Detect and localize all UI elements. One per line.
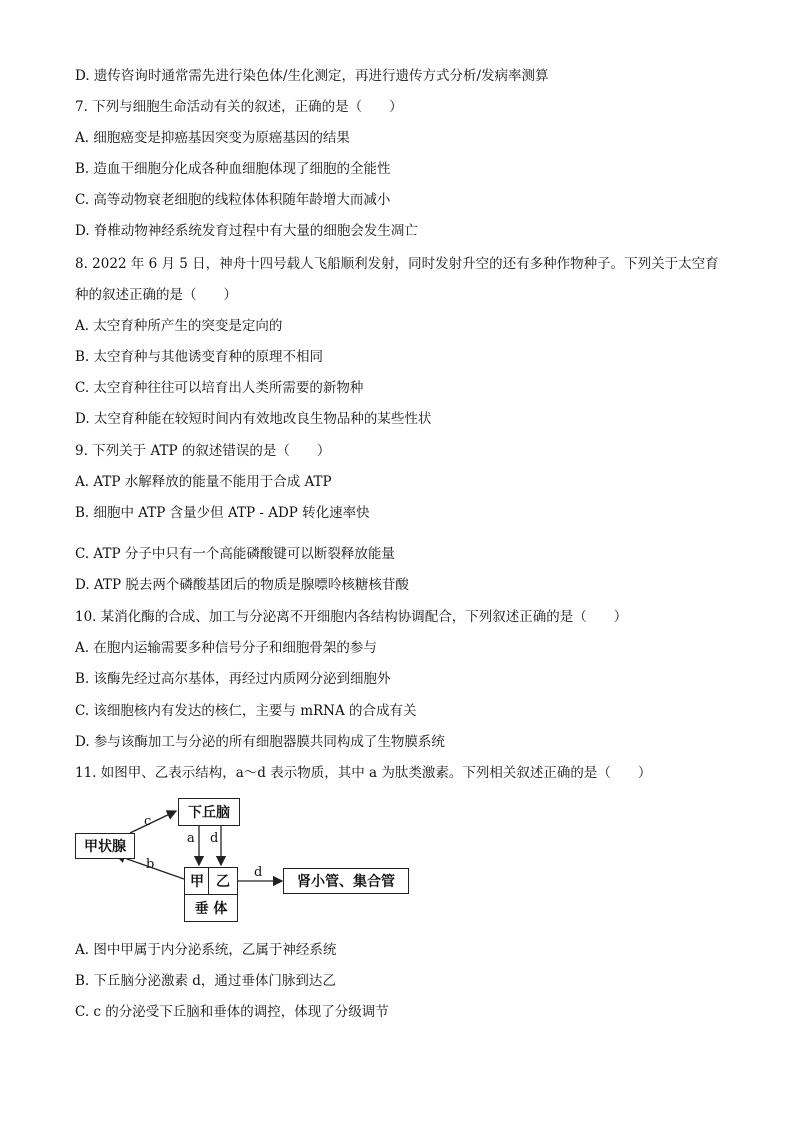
question-8-stem-cont: 种的叙述正确的是（ ）	[75, 287, 237, 303]
option-line: C. 高等动物衰老细胞的线粒体体积随年龄增大而减小	[75, 192, 391, 208]
pituitary-box: 垂 体	[184, 894, 238, 922]
option-line: B. 造血干细胞分化成各种血细胞体现了细胞的全能性	[75, 161, 391, 177]
arrow-c	[130, 811, 176, 833]
option-line: A. 太空育种所产生的突变是定向的	[75, 318, 283, 334]
question-7-stem: 7. 下列与细胞生命活动有关的叙述，正确的是（ ）	[75, 99, 403, 115]
endocrine-diagram	[70, 795, 420, 925]
text-line: D. 遗传咨询时通常需先进行染色体/生化测定，再进行遗传方式分析/发病率测算	[75, 68, 549, 84]
option-line: A. 细胞癌变是抑癌基因突变为原癌基因的结果	[75, 130, 350, 146]
option-line: A. ATP 水解释放的能量不能用于合成 ATP	[75, 474, 332, 490]
question-11-stem: 11. 如图甲、乙表示结构，a～d 表示物质，其中 a 为肽类激素。下列相关叙述正确的是（ ）	[75, 765, 652, 781]
option-line: D. ATP 脱去两个磷酸基团后的物质是腺嘌呤核糖核苷酸	[75, 577, 409, 593]
option-line: A. 在胞内运输需要多种信号分子和细胞骨架的参与	[75, 640, 377, 656]
label-c: c	[144, 814, 152, 829]
option-line: C. 太空育种往往可以培育出人类所需要的新物种	[75, 380, 364, 396]
label-b: b	[146, 857, 155, 872]
question-8-stem: 8. 2022 年 6 月 5 日，神舟十四号载人飞船顺利发射，同时发射升空的还有多种作物种子。下列关于太空育	[75, 256, 719, 272]
option-line: C. 该细胞核内有发达的核仁，主要与 mRNA 的合成有关	[75, 703, 417, 719]
diagram-arrows	[70, 795, 420, 925]
option-line: B. 太空育种与其他诱变育种的原理不相同	[75, 349, 324, 365]
label-a: a	[187, 831, 195, 846]
jia-box: 甲	[184, 867, 210, 895]
option-line: D. 脊椎动物神经系统发育过程中有大量的细胞会发生凋亡	[75, 223, 418, 239]
question-9-stem: 9. 下列关于 ATP 的叙述错误的是（ ）	[75, 443, 331, 459]
thyroid-box: 甲状腺	[75, 833, 135, 859]
option-line: D. 参与该酶加工与分泌的所有细胞器膜共同构成了生物膜系统	[75, 734, 445, 750]
hypothalamus-box: 下丘脑	[178, 798, 240, 826]
question-10-stem: 10. 某消化酶的合成、加工与分泌离不开细胞内各结构协调配合，下列叙述正确的是（ ）	[75, 609, 628, 625]
label-d1: d	[210, 831, 219, 846]
option-line: C. ATP 分子中只有一个高能磷酸键可以断裂释放能量	[75, 546, 395, 562]
option-line: B. 该酶先经过高尔基体，再经过内质网分泌到细胞外	[75, 671, 391, 687]
option-line: A. 图中甲属于内分泌系统，乙属于神经系统	[75, 942, 337, 958]
option-line: C. c 的分泌受下丘脑和垂体的调控，体现了分级调节	[75, 1004, 389, 1020]
label-d2: d	[254, 865, 263, 880]
kidney-box: 肾小管、集合管	[283, 868, 409, 894]
option-line: D. 太空育种能在较短时间内有效地改良生物品种的某些性状	[75, 411, 432, 427]
yi-box: 乙	[208, 867, 238, 895]
option-line: B. 细胞中 ATP 含量少但 ATP - ADP 转化速率快	[75, 505, 370, 521]
option-line: B. 下丘脑分泌激素 d，通过垂体门脉到达乙	[75, 973, 336, 989]
